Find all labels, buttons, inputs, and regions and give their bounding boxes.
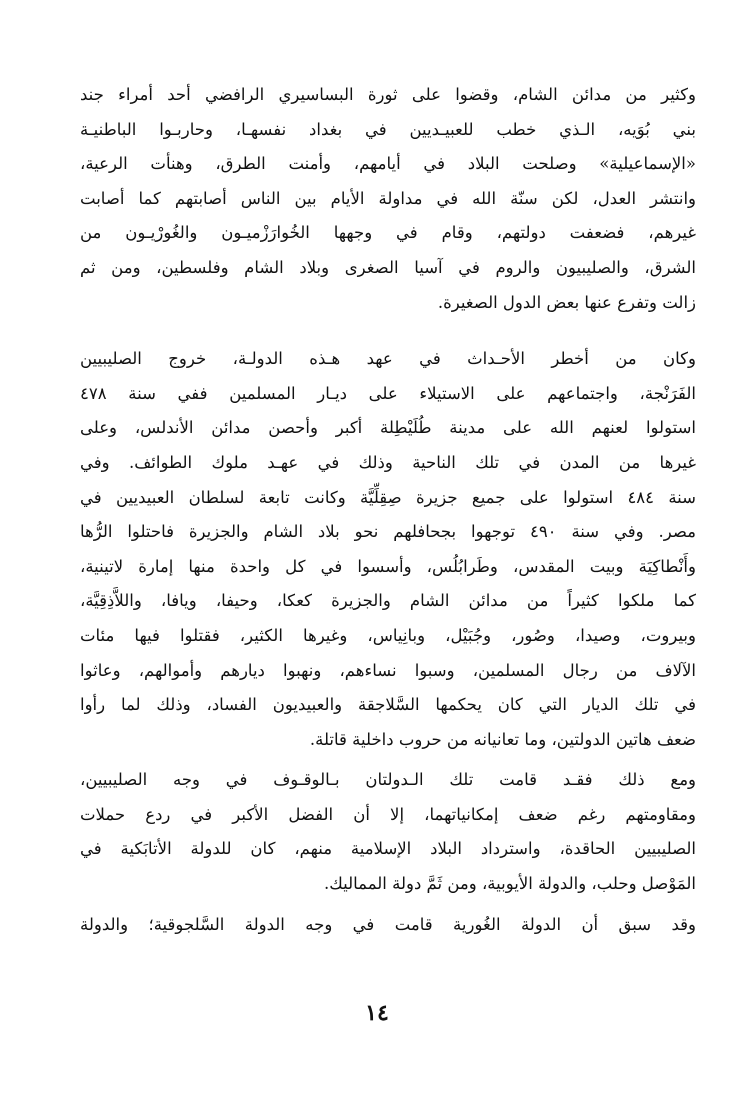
text-line: الفَرَنْجة، واجتماعهم على الاستيلاء على ديـار المسلمين ففي سنة ٤٧٨: [80, 383, 696, 403]
text-line: «الإسماعيلية» وصلحت البلاد في أيامهم، وأمنت الطرق، وهنأت الرعية،: [80, 154, 696, 174]
text-line: وانتشر العدل، لكن سنّة الله في مداولة الأيام بين الناس أصابتهم كما أصابت: [80, 188, 696, 208]
text-line: كما ملكوا كثيراً من مدائن الشام والجزيرة كعكا، وحيفا، ويافا، واللاَّذِقِيَّة،: [80, 591, 696, 611]
text-line: الشرق، والصليبيون والروم في آسيا الصغرى وبلاد الشام وفلسطين، ومن ثم: [80, 257, 696, 277]
text-line: الصليبيين الحاقدة، واسترداد البلاد الإسلامية منهم، كان للدولة الأتابَكية في: [80, 839, 696, 859]
text-line: وكان من أخطر الأحـداث في عهد هـذه الدولـة، خروج الصليبيين: [80, 349, 696, 369]
text-line: ومقاومتهم رغم ضعف إمكانياتهما، إلا أن الفضل الأكبر في ردع حملات: [80, 804, 696, 824]
text-line: ضعف هاتين الدولتين، وما تعانيانه من حروب داخلية قاتلة.: [309, 729, 696, 749]
text-line: الآلاف من رجال المسلمين، وسبوا نساءهم، ونهبوا ديارهم وأموالهم، وعاثوا: [80, 660, 696, 680]
text-line: في تلك الديار التي كان يحكمها السَّلاجقة والعبيديون الفساد، وذلك لما رأوا: [80, 695, 696, 715]
text-line: زالت وتفرع عنها بعض الدول الصغيرة.: [437, 292, 696, 312]
text-line: بني بُوَيه، الـذي خطب للعبيـديين في بغداد نفسهـا، وحاربـوا الباطنيـة: [80, 119, 696, 139]
text-line: استولوا لعنهم الله على مدينة طُلَيْطِلة أكبر وأحصن مدائن الأندلس، وعلى: [80, 418, 696, 438]
text-line: ومع ذلك فقـد قامت تلك الـدولتان بـالوقـوف في وجه الصليبيين،: [80, 770, 696, 790]
paragraph-3: [80, 763, 696, 901]
text-line: وكثير من مدائن الشام، وقضوا على ثورة البساسيري الرافضي أحد أمراء جند: [80, 85, 696, 104]
page-text-body: [80, 78, 696, 942]
paragraph-1: [80, 78, 696, 320]
text-line: المَوْصل وحلب، والدولة الأيوبية، ومن ثَمَّ دولة المماليك.: [324, 874, 696, 894]
text-line: سنة ٤٨٤ استولوا على جميع جزيرة صِقِلِّيَّة وكانت تابعة لسلطان العبيديين في: [80, 487, 696, 507]
text-line: وبيروت، وصيدا، وصُور، وجُبَيْل، وبانِياس، وغيرها الكثير، فقتلوا فيها مئات: [80, 625, 696, 645]
paragraph-2: [80, 342, 696, 757]
page-number: ١٤: [365, 1000, 389, 1026]
text-line: غيرهم، فضعفت دولتهم، وقام في وجهها الخُوارَزْميـون والغُورْيـون من: [80, 223, 696, 243]
text-line: مصر. وفي سنة ٤٩٠ توجهوا بجحافلهم نحو بلاد الشام والجزيرة فاحتلوا الرُّها: [80, 522, 696, 542]
text-line: وأَنْطاكِيَة وبيت المقدس، وطَرابُلُس، وأسسوا في كل واحدة منها إمارة لاتينية،: [80, 556, 696, 576]
text-line: غيرها من المدن في تلك الناحية وذلك في عهـد ملوك الطوائف. وفي: [80, 452, 696, 472]
paragraph-4: [80, 908, 696, 943]
paragraph-spacer: [80, 320, 696, 342]
text-line: وقد سبق أن الدولة الغُورية قامت في وجه الدولة السَّلجوقية؛ والدولة: [80, 914, 696, 934]
